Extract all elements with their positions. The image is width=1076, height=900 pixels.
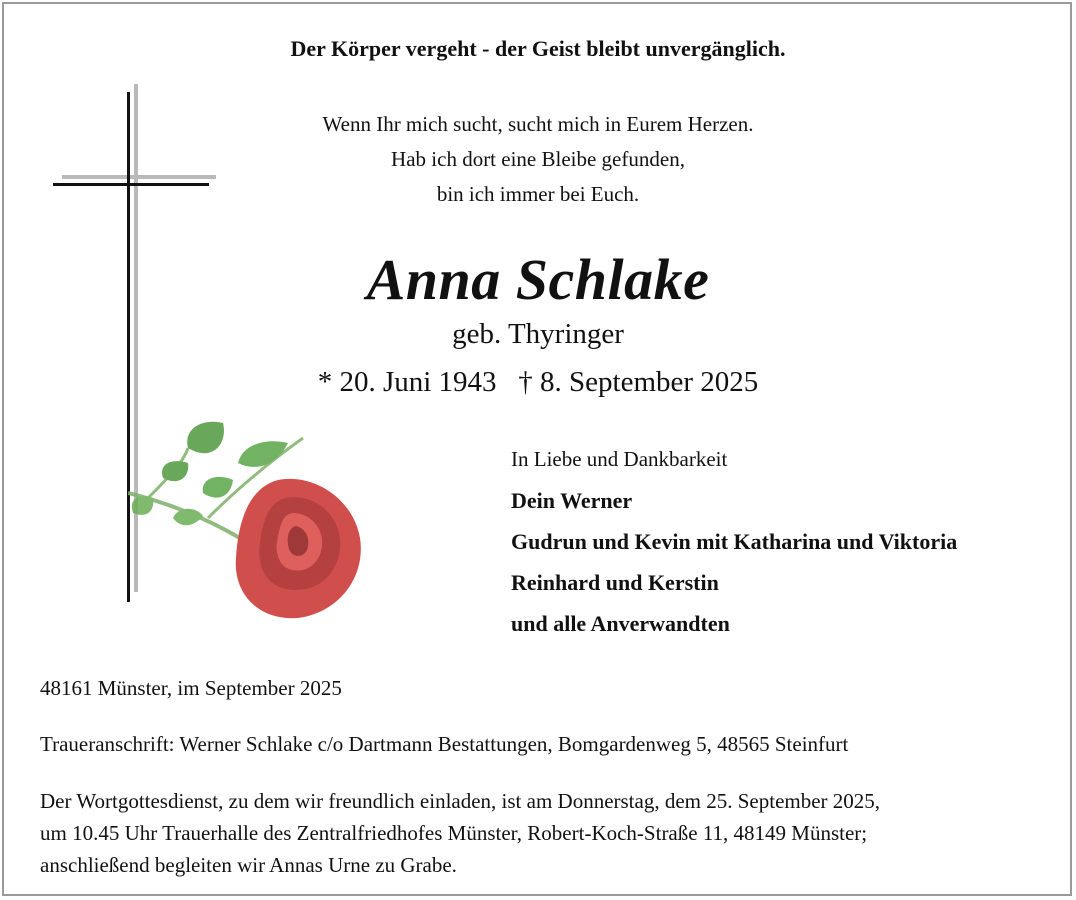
rose-image [128,418,378,623]
poem-line: Hab ich dort eine Bleibe gefunden, [391,147,685,171]
service-info [40,785,1040,881]
mourner-name: Gudrun und Kevin mit Katharina und Viktoria [511,529,958,554]
mourner-name: Dein Werner [511,488,633,513]
mourner-name: Reinhard und Kerstin [511,570,719,595]
deceased-name: Anna Schlake [366,247,710,312]
poem-line: Wenn Ihr mich sucht, sucht mich in Eurem Herzen. [322,112,754,136]
life-dates [0,366,1076,399]
service-line: Der Wortgottesdienst, zu dem wir freundlich einladen, ist am Donnerstag, dem 25. September 2025, [40,789,881,813]
death-date: † 8. September 2025 [518,366,759,398]
service-line: um 10.45 Uhr Trauerhalle des Zentralfriedhofes Münster, Robert-Koch-Straße 11, 48149 Münster; [40,821,868,845]
mourning-address: Traueranschrift: Werner Schlake c/o Dartmann Bestattungen, Bomgardenweg 5, 48565 Steinfurt [40,732,849,756]
place-date: 48161 Münster, im September 2025 [40,676,342,700]
birth-date: * 20. Juni 1943 [317,366,497,398]
mourners-block [511,444,957,644]
poem [0,107,1076,212]
poem-line: bin ich immer bei Euch. [436,182,640,206]
mourners-intro: In Liebe und Dankbarkeit [511,447,728,471]
motto: Der Körper vergeht - der Geist bleibt unvergänglich. [290,36,786,61]
mourner-name: und alle Anverwandten [511,611,730,636]
birth-name: geb. Thyringer [452,318,624,350]
service-line: anschließend begleiten wir Annas Urne zu Grabe. [40,853,457,877]
